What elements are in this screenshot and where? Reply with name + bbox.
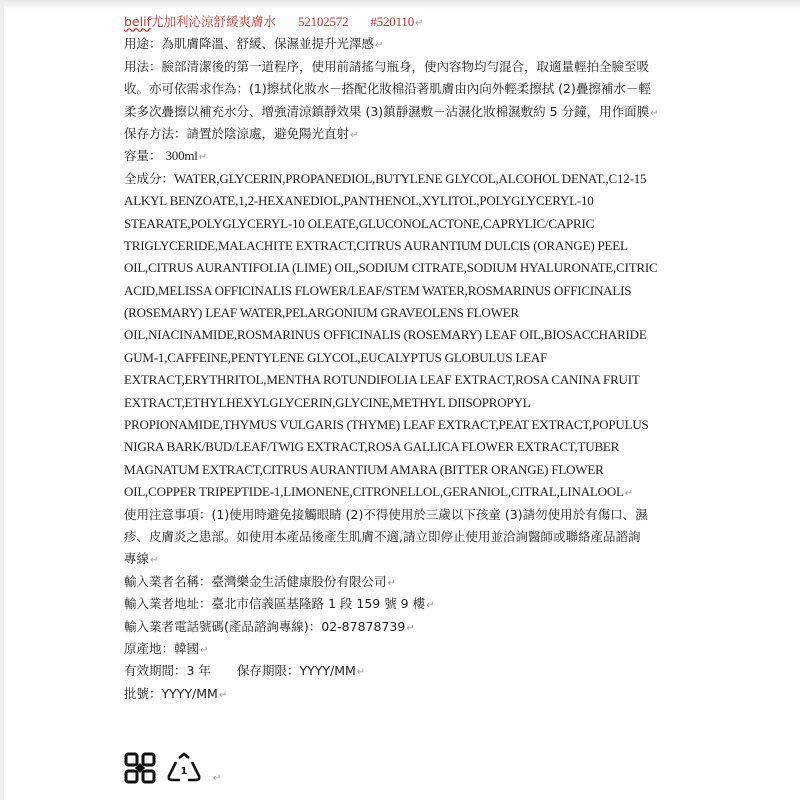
origin-line: 原產地：韓國↵ [124,640,209,656]
method-line-2: 收。亦可依需求作為：(1)擦拭化妝水－搭配化妝棉沿著肌膚由內向外輕柔擦拭 (2)疊擦補水－輕 [124,81,651,97]
ingredients-line-8: OIL,NIACINAMIDE,ROSMARINUS OFFICINALIS (ROSEMARY) LEAF OIL,BIOSACCHARIDE [124,327,647,343]
product-title-line [124,11,764,33]
paragraph-mark-icon: ↵ [150,555,159,567]
method-line-3: 柔多次疊擦以補充水分、增強清涼鎮靜效果 (3)鎮靜濕敷－沾濕化妝棉濕敷約 5 分鐘，用作面膜↵ [124,103,659,119]
ingredients-line-12: PROPIONAMIDE,THYMUS VULGARIS (THYME) LEAF EXTRACT,PEAT EXTRACT,POPULUS [124,417,649,433]
paragraph-mark-icon: ↵ [375,40,384,52]
paragraph-mark-icon: ↵ [426,600,435,612]
ingredients-line-11: EXTRACT,ETHYLHEXYLGLYCERIN,GLYCINE,METHYL DIISOPROPYL [124,394,531,410]
precautions-line-2: 疹、皮膚炎之患部。如使用本產品後產生肌膚不適,請立即停止使用並洽詢醫師或聯絡產品諮詢 [124,528,641,544]
paragraph-mark-icon: ↵ [415,18,424,29]
ingredients-line-6: ACID,MELISSA OFFICINALIS FLOWER/LEAF/STEM WATER,ROSMARINUS OFFICINALIS [124,282,632,298]
ingredients-line-14: MAGNATUM EXTRACT,CITRUS AURANTIUM AMARA (BITTER ORANGE) FLOWER [124,461,604,477]
ingredients-line-5: OIL,CITRUS AURANTIFOLIA (LIME) OIL,SODIUM CITRATE,SODIUM HYALURONATE,CITRIC [124,260,658,276]
product-number: #520110 [370,14,414,29]
volume-value: 300ml [165,148,198,164]
volume-label: 容量： [124,148,162,164]
brand-name: belif [124,14,151,29]
paper-container-recycle-icon [124,752,156,784]
ingredients-line-3: STEARATE,POLYGLYCERYL-10 OLEATE,GLUCONOLACTONE,CAPRYLIC/CAPRIC [124,215,595,231]
storage-line: 保存方法：請置於陰涼處，避免陽光直射↵ [124,125,359,141]
paragraph-mark-icon: ↵ [406,622,415,634]
validity-line [124,660,764,682]
importer-phone-line: 輸入業者電話號碼(產品諮詢專線)：02-87878739↵ [124,618,415,634]
page-left-edge [0,0,4,800]
ingredients-line-2: ALKYL BENZOATE,1,2-HEXANEDIOL,PANTHENOL,XYLITOL,POLYGLYCERYL-10 [124,193,594,209]
recycle-icons [124,752,221,784]
product-code: 52102572 [297,14,349,29]
paragraph-mark-icon: ↵ [198,152,208,164]
ingredients-line-15: OIL,COPPER TRIPEPTIDE-1,LIMONENE,CITRONELLOL,GERANIOL,CITRAL,LINALOOL↵ [124,484,634,500]
ingredients-line-13: NIGRA BARK/BUD/LEAF/TWIG EXTRACT,ROSA GALLICA FLOWER EXTRACT,TUBER [124,439,620,455]
document-body[interactable] [124,11,764,705]
paragraph-mark-icon: ↵ [356,667,366,679]
product-name: 尤加利沁涼舒緩爽膚水 [150,14,276,29]
ingredients-line-4: TRIGLYCERIDE,MALACHITE EXTRACT,CITRUS AURANTIUM DULCIS (ORANGE) PEEL [124,237,628,253]
usage-line: 用途：為肌膚降溫、舒緩、保濕並提升光澤感↵ [124,36,384,52]
paragraph-mark-icon: ↵ [387,577,396,589]
paragraph-mark-icon: ↵ [218,689,228,701]
ingredients-line-10: EXTRACT,ERYTHRITOL,MENTHA ROTUNDIFOLIA LEAF EXTRACT,ROSA CANINA FRUIT [124,372,640,388]
expiry-date: 保存期限：YYYY/MM [236,663,356,679]
importer-address-line: 輸入業者地址：臺北市信義區基隆路 1 段 159 號 9 樓↵ [124,596,435,612]
ingredients-line-1: 全成分：WATER,GLYCERIN,PROPANEDIOL,BUTYLENE GLYCOL,ALCOHOL DENAT.,C12-15 [124,170,647,186]
batch-line: 批號：YYYY/MM↵ [124,685,228,701]
paragraph-mark-icon: ↵ [650,107,659,119]
volume-line [124,145,764,167]
validity-period: 有效期間：3 年 [124,663,211,679]
method-line-1: 用法：臉部清潔後的第一道程序，使用前請搖勻瓶身，使內容物均勻混合，取適量輕拍全臉至吸 [124,58,650,74]
svg-text:1: 1 [180,766,188,777]
precautions-line-1: 使用注意事項：(1)使用時避免接觸眼睛 (2)不得使用於三歲以下孩童 (3)請勿使用於有傷口、濕 [124,506,648,522]
paragraph-mark-icon: ↵ [200,644,209,656]
precautions-line-3: 專線↵ [124,551,159,567]
ingredients-line-7: (ROSEMARY) LEAF WATER,PELARGONIUM GRAVEOLENS FLOWER [124,305,519,321]
importer-name-line: 輸入業者名稱：臺灣樂金生活健康股份有限公司↵ [124,573,396,589]
paragraph-mark-icon: ↵ [350,129,359,141]
ingredients-line-9: GUM-1,CAFFEINE,PENTYLENE GLYCOL,EUCALYPTUS GLOBULUS LEAF [124,349,548,365]
paragraph-mark-icon: ↵ [213,773,222,784]
pet-1-recycle-icon [166,752,202,784]
page-top-edge [0,0,800,9]
ingredients-label: 全成分： [124,170,175,186]
paragraph-mark-icon: ↵ [624,488,634,500]
